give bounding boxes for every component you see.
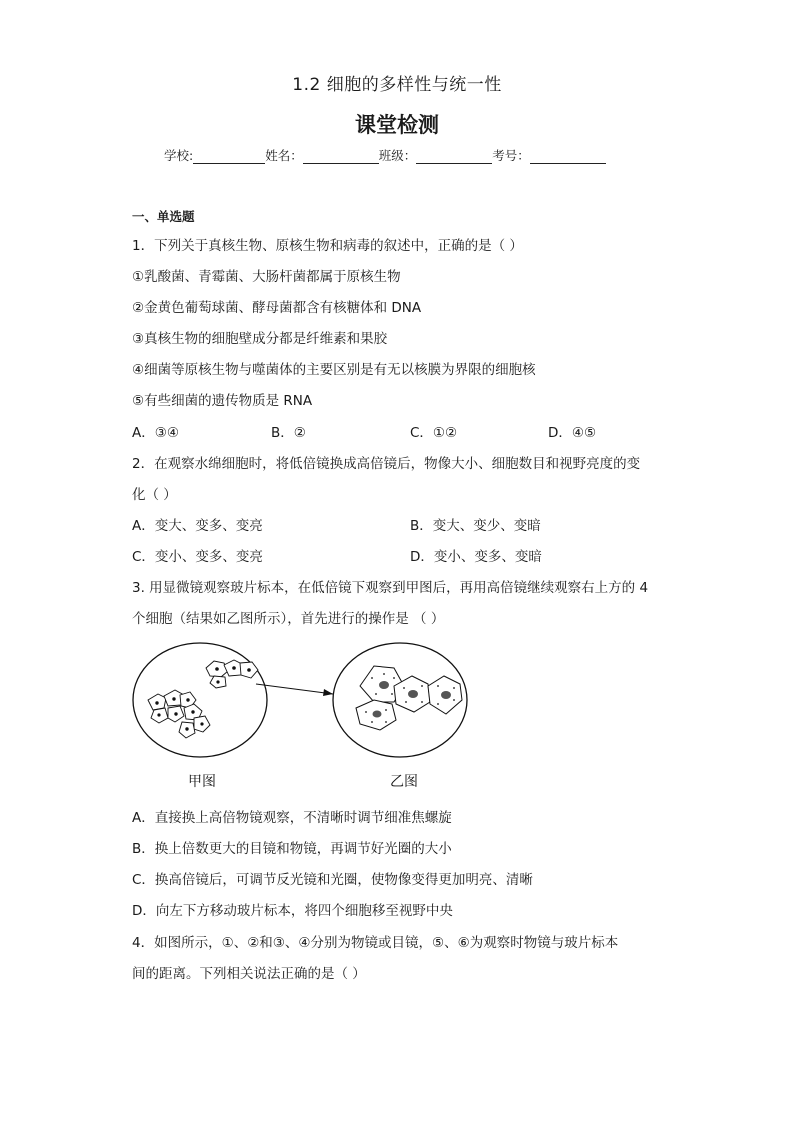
q1-statement: ⑤有些细菌的遗传物质是 RNA [132,393,313,409]
q3-stem-line1: 3. 用显微镜观察玻片标本，在低倍镜下观察到甲图后，再用高倍镜继续观察右上方的 4 [132,580,649,596]
q1-statement: ③真核生物的细胞壁成分都是纤维素和果胶 [132,331,388,347]
class-label: 班级： [378,148,417,163]
arrow-head-icon [323,689,333,696]
school-label: 学校: [164,148,194,163]
q1-option-c[interactable]: C．①② [410,425,458,441]
q2-option-d[interactable]: D．变小、变多、变暗 [410,549,542,565]
class-blank[interactable] [416,149,492,164]
student-info-line [164,146,606,164]
q1-option-d[interactable]: D．④⑤ [548,425,597,441]
q3-option-d[interactable]: D．向左下方移动玻片标本，将四个细胞移至视野中央 [132,903,453,919]
q3-stem-line2: 个细胞（结果如乙图所示），首先进行的操作是 （ ） [132,611,445,627]
name-label: 姓名： [265,148,303,163]
name-blank[interactable] [303,149,379,164]
q1-statement: ②金黄色葡萄球菌、酵母菌都含有核糖体和 DNA [132,300,422,316]
exam-no-label: 考号： [492,148,530,163]
q4-stem-line2: 间的距离。下列相关说法正确的是（ ） [132,966,366,982]
q2-stem-line1: 2．在观察水绵细胞时，将低倍镜换成高倍镜后，物像大小、细胞数目和视野亮度的变 [132,456,641,472]
q2-option-a[interactable]: A．变大、变多、变亮 [132,518,263,534]
q2-option-c[interactable]: C．变小、变多、变亮 [132,549,263,565]
low-power-cells [148,660,258,738]
q1-option-a[interactable]: A．③④ [132,425,179,441]
q3-option-c[interactable]: C．换高倍镜后，可调节反光镜和光圈，使物像变得更加明亮、清晰 [132,872,533,888]
q2-option-b[interactable]: B．变大、变少、变暗 [410,518,541,534]
figure-label-left: 甲图 [188,774,216,790]
magnify-arrow [256,684,333,694]
page-subtitle: 课堂检测 [355,113,439,137]
school-blank[interactable] [193,149,265,164]
q3-microscope-figure [128,638,488,798]
page-title: 1.2 细胞的多样性与统一性 [292,75,502,95]
q2-stem-line2: 化（ ） [132,487,177,503]
exam-no-blank[interactable] [530,149,606,164]
q1-option-b[interactable]: B．② [271,425,306,441]
section-heading: 一、单选题 [132,209,195,224]
q1-stem: 1．下列关于真核生物、原核生物和病毒的叙述中，正确的是（ ） [132,238,523,254]
q1-statement: ①乳酸菌、青霉菌、大肠杆菌都属于原核生物 [132,269,401,285]
q3-option-a[interactable]: A．直接换上高倍物镜观察，不清晰时调节细准焦螺旋 [132,810,452,826]
q3-option-b[interactable]: B．换上倍数更大的目镜和物镜，再调节好光圈的大小 [132,841,452,857]
figure-label-right: 乙图 [390,774,418,790]
q1-statement: ④细菌等原核生物与噬菌体的主要区别是有无以核膜为界限的细胞核 [132,362,536,378]
q4-stem-line1: 4．如图所示，①、②和③、④分别为物镜或目镜，⑤、⑥为观察时物镜与玻片标本 [132,935,619,951]
